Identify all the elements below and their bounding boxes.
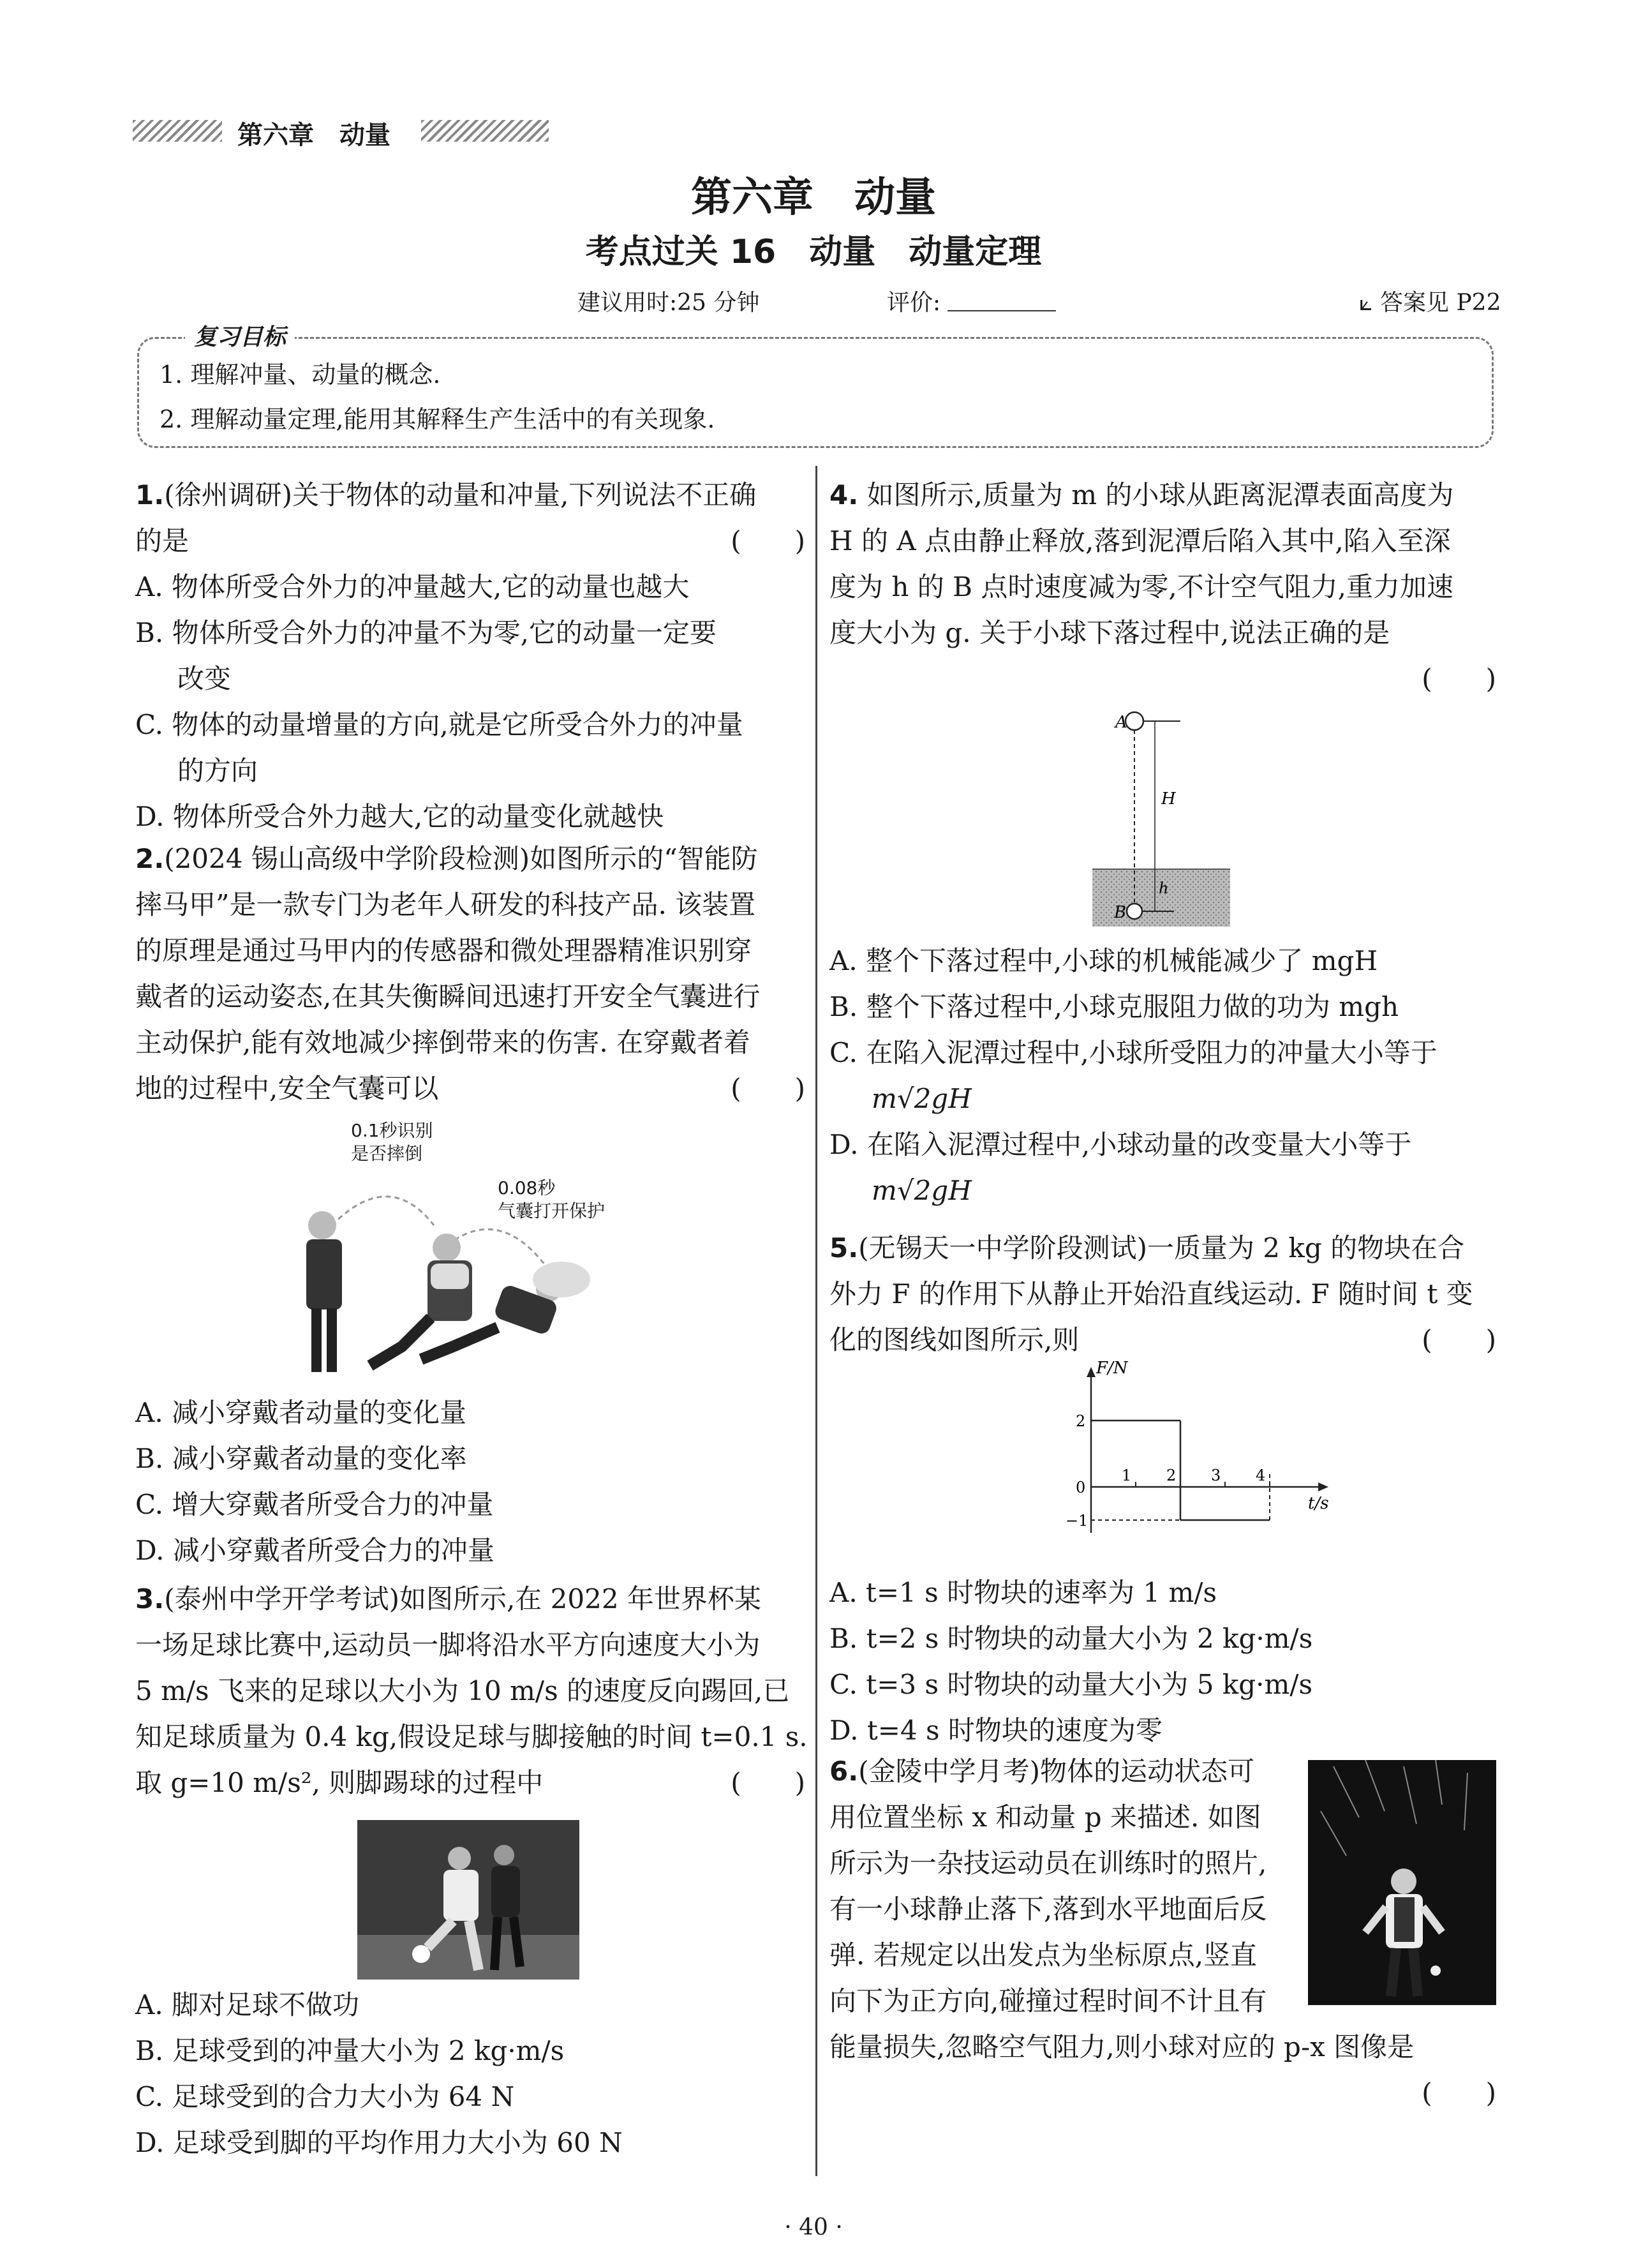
juggler-photo-illustration — [1308, 1760, 1496, 2005]
soccer-photo — [357, 1820, 579, 1980]
q6-line-3: 所示为一杂技运动员在训练时的照片, — [829, 1847, 1267, 1879]
evaluation-label: 评价: — [887, 290, 941, 316]
mud-pit-diagram — [1085, 702, 1238, 932]
header-hatch-left — [133, 120, 222, 142]
question-5 — [829, 1225, 1496, 1363]
q3-option-c[interactable]: C. 足球受到的合力大小为 64 N — [135, 2081, 515, 2112]
fall-sequence-illustration — [293, 1155, 651, 1385]
q4-line-2: H 的 A 点由静止释放,落到泥潭后陷入其中,陷入至深 — [829, 525, 1451, 556]
q4-line-1: 如图所示,质量为 m 的小球从距离泥潭表面高度为 — [866, 479, 1454, 511]
q2-line-1: (2024 锡山高级中学阶段检测)如图所示的“智能防 — [164, 843, 758, 874]
chart-x-label: t/s — [1308, 1494, 1329, 1513]
q2-options — [135, 1390, 805, 1574]
question-1 — [135, 472, 805, 840]
q2-line-3: 的原理是通过马甲内的传感器和微处理器精准识别穿 — [135, 935, 752, 966]
q6-line-6: 向下为正方向,碰撞过程时间不计且有 — [829, 1985, 1267, 2017]
q6-line-4: 有一小球静止落下,落到水平地面后反 — [829, 1893, 1267, 1925]
y-tick-label-1: 0 — [1076, 1479, 1086, 1496]
q5-options — [829, 1570, 1496, 1754]
answer-icon: ⟀ — [1359, 290, 1381, 316]
q3-number: 3. — [135, 1583, 165, 1615]
y-tick-label-2: −1 — [1066, 1512, 1088, 1530]
q5-option-a[interactable]: A. t=1 s 时物块的速率为 1 m/s — [829, 1577, 1217, 1608]
q5-option-b[interactable]: B. t=2 s 时物块的动量大小为 2 kg·m/s — [829, 1623, 1313, 1654]
q2-option-c[interactable]: C. 增大穿戴者所受合力的冲量 — [135, 1489, 494, 1520]
q6-answer-paren[interactable]: ( ) — [1422, 2077, 1496, 2108]
q4-option-d[interactable]: D. 在陷入泥潭过程中,小球动量的改变量大小等于 — [829, 1129, 1412, 1160]
q2-caption-3: 0.08秒 — [498, 1177, 556, 1198]
header-hatch-right — [421, 120, 549, 142]
label-h-big: H — [1161, 789, 1176, 809]
question-3 — [135, 1576, 808, 1806]
label-h-small: h — [1159, 879, 1169, 897]
q2-figure — [293, 1117, 651, 1385]
q6-line-1: (金陵中学月考)物体的运动状态可 — [858, 1756, 1254, 1787]
x-axis-arrow — [1318, 1482, 1328, 1491]
q1-option-c-cont: 的方向 — [177, 755, 258, 786]
running-title: 第六章 动量 — [237, 121, 390, 150]
q6-line-5: 弹. 若规定以出发点为坐标原点,竖直 — [829, 1939, 1258, 1971]
q3-options — [135, 1982, 805, 2166]
answer-ref-text: 答案见 P22 — [1380, 290, 1501, 316]
q2-option-a[interactable]: A. 减小穿戴者动量的变化量 — [135, 1397, 467, 1428]
q1-option-b[interactable]: B. 物体所受合外力的冲量不为零,它的动量一定要 — [135, 617, 717, 648]
x-tick-label-3: 3 — [1211, 1466, 1221, 1484]
soccer-photo-illustration — [357, 1820, 579, 1980]
question-2 — [135, 836, 805, 1112]
q5-number: 5. — [829, 1232, 859, 1264]
q6-line-2: 用位置坐标 x 和动量 p 来描述. 如图 — [829, 1802, 1261, 1833]
q5-answer-paren[interactable]: ( ) — [1422, 1324, 1496, 1355]
label-a: A — [1115, 713, 1127, 732]
q3-line-4: 知足球质量为 0.4 kg,假设足球与脚接触的时间 t=0.1 s. — [135, 1721, 808, 1752]
q4-number: 4. — [829, 479, 859, 511]
q3-line-5: 取 g=10 m/s², 则脚踢球的过程中 — [135, 1767, 544, 1798]
juggler-photo — [1308, 1760, 1496, 2005]
answer-ref — [1359, 285, 1501, 317]
q2-caption-1: 0.1秒识别 — [351, 1120, 433, 1141]
q4-option-c-formula: m√2gH — [872, 1083, 972, 1114]
review-label: 复习目标 — [185, 319, 295, 352]
q1-option-a[interactable]: A. 物体所受合外力的冲量越大,它的动量也越大 — [135, 571, 690, 602]
q2-number: 2. — [135, 843, 165, 874]
q4-option-a[interactable]: A. 整个下落过程中,小球的机械能减少了 mgH — [829, 945, 1378, 976]
y-axis-arrow — [1087, 1367, 1096, 1377]
q5-line-2: 外力 F 的作用下从静止开始沿直线运动. F 随时间 t 变 — [829, 1278, 1473, 1309]
q4-option-d-formula: m√2gH — [872, 1175, 972, 1206]
q1-option-c[interactable]: C. 物体的动量增量的方向,就是它所受合外力的冲量 — [135, 709, 743, 740]
q1-option-d[interactable]: D. 物体所受合外力越大,它的动量变化就越快 — [135, 801, 664, 832]
question-4 — [829, 472, 1496, 702]
q1-option-b-cont: 改变 — [177, 663, 232, 694]
q1-number: 1. — [135, 479, 165, 511]
q4-options — [829, 938, 1496, 1214]
q3-option-d[interactable]: D. 足球受到脚的平均作用力大小为 60 N — [135, 2127, 623, 2158]
q3-option-a[interactable]: A. 脚对足球不做功 — [135, 1989, 360, 2020]
suggested-time: 建议用时:25 分钟 — [577, 290, 760, 316]
ball-at-b — [1127, 904, 1142, 919]
chapter-title: 第六章 动量 — [691, 174, 936, 221]
q4-option-c[interactable]: C. 在陷入泥潭过程中,小球所受阻力的冲量大小等于 — [829, 1037, 1438, 1068]
x-tick-label-2: 2 — [1166, 1466, 1177, 1484]
q2-line-4: 戴者的运动姿态,在其失衡瞬间迅速打开安全气囊进行 — [135, 981, 761, 1012]
q4-option-b[interactable]: B. 整个下落过程中,小球克服阻力做的功为 mgh — [829, 991, 1399, 1022]
x-tick-label-1: 1 — [1122, 1466, 1132, 1484]
q1-answer-paren[interactable]: ( ) — [731, 525, 805, 556]
q2-option-d[interactable]: D. 减小穿戴者所受合力的冲量 — [135, 1535, 494, 1566]
x-tick-label-4: 4 — [1256, 1466, 1266, 1484]
q2-line-2: 摔马甲”是一款专门为老年人研发的科技产品. 该装置 — [135, 889, 756, 920]
q2-answer-paren[interactable]: ( ) — [731, 1073, 805, 1104]
q2-caption-4: 气囊打开保护 — [498, 1200, 605, 1221]
q4-line-4: 度大小为 g. 关于小球下落过程中,说法正确的是 — [829, 617, 1390, 648]
column-divider — [815, 466, 817, 2176]
q2-option-b[interactable]: B. 减小穿戴者动量的变化率 — [135, 1443, 467, 1474]
q3-option-b[interactable]: B. 足球受到的冲量大小为 2 kg·m/s — [135, 2035, 565, 2066]
force-time-chart — [1053, 1359, 1329, 1551]
y-tick-label-0: 2 — [1076, 1412, 1086, 1430]
q5-option-d[interactable]: D. t=4 s 时物块的速度为零 — [829, 1715, 1163, 1746]
q5-line-1: (无锡天一中学阶段测试)一质量为 2 kg 的物块在合 — [858, 1232, 1465, 1264]
q3-line-1: (泰州中学开学考试)如图所示,在 2022 年世界杯某 — [164, 1583, 761, 1615]
ball-at-a — [1126, 712, 1143, 730]
q5-line-3: 化的图线如图所示,则 — [829, 1324, 1080, 1355]
q2-line-5: 主动保护,能有效地减少摔倒带来的伤害. 在穿戴者着 — [135, 1027, 751, 1058]
q5-option-c[interactable]: C. t=3 s 时物块的动量大小为 5 kg·m/s — [829, 1669, 1313, 1700]
q3-line-3: 5 m/s 飞来的足球以大小为 10 m/s 的速度反向踢回,已 — [135, 1675, 790, 1706]
q2-line-6: 地的过程中,安全气囊可以 — [135, 1073, 439, 1104]
q4-answer-paren[interactable]: ( ) — [1422, 663, 1496, 694]
q6-line-7: 能量损失,忽略空气阻力,则小球对应的 p-x 图像是 — [829, 2031, 1415, 2063]
q3-line-2: 一场足球比赛中,运动员一脚将沿水平方向速度大小为 — [135, 1629, 761, 1660]
evaluation-blank — [947, 310, 1056, 311]
review-item-1: 1. 理解冲量、动量的概念. — [160, 361, 441, 389]
q4-line-3: 度为 h 的 B 点时速度减为零,不计空气阻力,重力加速 — [829, 571, 1454, 602]
q1-line-2: 的是 — [135, 525, 189, 556]
chart-y-label: F/N — [1096, 1359, 1128, 1378]
q3-answer-paren[interactable]: ( ) — [731, 1767, 805, 1798]
q2-caption-2: 是否摔倒 — [351, 1143, 423, 1164]
review-item-2: 2. 理解动量定理,能用其解释生产生活中的有关现象. — [160, 405, 715, 433]
mud-surface — [1092, 869, 1230, 927]
label-b: B — [1114, 903, 1127, 922]
page-number: · 40 · — [784, 2214, 843, 2241]
section-title: 考点过关 16 动量 动量定理 — [585, 233, 1042, 271]
q6-number: 6. — [829, 1756, 859, 1787]
q1-line-1: (徐州调研)关于物体的动量和冲量,下列说法不正确 — [164, 479, 757, 511]
